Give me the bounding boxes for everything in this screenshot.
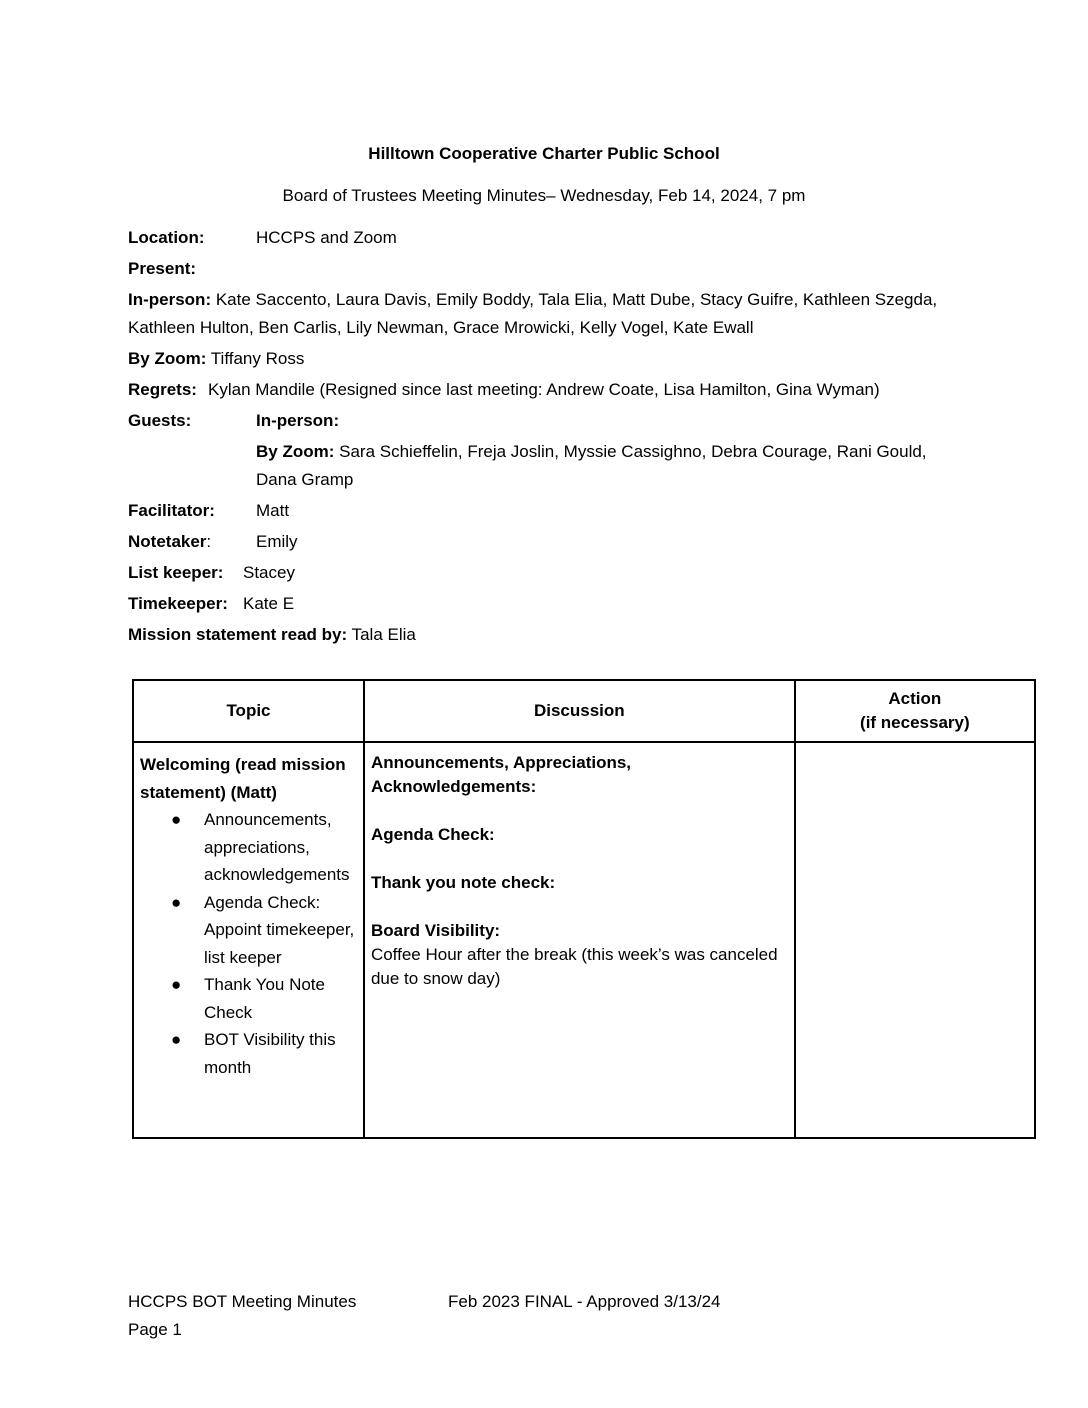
list-item bbox=[171, 1026, 357, 1081]
bullet-icon: ● bbox=[171, 892, 182, 912]
guests-zoom-names-cont: Dana Gramp bbox=[256, 470, 354, 489]
bullet-text: Thank You Note Check bbox=[204, 975, 325, 1022]
mission-label: Mission statement read by: bbox=[128, 625, 348, 644]
table-header-row bbox=[133, 680, 1035, 742]
footer-left: HCCPS BOT Meeting Minutes bbox=[128, 1292, 357, 1311]
header-action-label: Action bbox=[888, 689, 942, 708]
list-keeper-line bbox=[128, 559, 295, 587]
guests-zoom-line bbox=[256, 438, 927, 466]
regrets-value: Kylan Mandile (Resigned since last meeting: Andrew Coate, Lisa Hamilton, Gina Wyman) bbox=[208, 380, 880, 399]
timekeeper-label: Timekeeper: bbox=[128, 594, 228, 613]
notetaker-colon: : bbox=[206, 532, 212, 551]
list-keeper-value: Stacey bbox=[243, 563, 295, 582]
board-visibility-heading: Board Visibility: bbox=[370, 921, 501, 940]
announcements-heading: Announcements, Appreciations, Acknowledgements: bbox=[370, 753, 632, 796]
header-discussion: Discussion bbox=[364, 680, 795, 742]
agenda-check-heading: Agenda Check: bbox=[370, 825, 495, 844]
action-cell bbox=[795, 742, 1035, 1138]
location-value: HCCPS and Zoom bbox=[256, 228, 397, 247]
guests-label: Guests: bbox=[128, 411, 192, 430]
bullet-icon: ● bbox=[171, 1030, 182, 1049]
header-action bbox=[795, 680, 1035, 742]
mission-value: Tala Elia bbox=[347, 625, 416, 644]
by-zoom-label: By Zoom: bbox=[128, 349, 207, 368]
bullet-text: Agenda Check: Appoint timekeeper, list keeper bbox=[204, 892, 355, 967]
bullet-icon: ● bbox=[171, 975, 182, 994]
guests-zoom-label: By Zoom: bbox=[256, 442, 335, 461]
location-line bbox=[128, 224, 397, 252]
board-visibility-text: Coffee Hour after the break (this week’s was canceled due to snow day) bbox=[370, 945, 778, 988]
document-subtitle: Board of Trustees Meeting Minutes– Wednesday, Feb 14, 2024, 7 pm bbox=[282, 186, 806, 205]
notetaker-value: Emily bbox=[256, 532, 298, 551]
notetaker-label: Notetaker bbox=[128, 532, 207, 551]
list-item bbox=[171, 806, 357, 889]
by-zoom-line bbox=[128, 345, 304, 373]
in-person-label: In-person: bbox=[128, 290, 212, 309]
in-person-line bbox=[128, 286, 937, 314]
location-label: Location: bbox=[128, 228, 205, 247]
list-item bbox=[171, 889, 357, 972]
timekeeper-value: Kate E bbox=[243, 594, 295, 613]
in-person-attendees-cont: Kathleen Hulton, Ben Carlis, Lily Newman, Grace Mrowicki, Kelly Vogel, Kate Ewall bbox=[128, 318, 754, 337]
regrets-line bbox=[128, 376, 880, 404]
list-keeper-label: List keeper: bbox=[128, 563, 224, 582]
page-number: Page 1 bbox=[128, 1320, 182, 1339]
thank-you-heading: Thank you note check: bbox=[370, 873, 556, 892]
mission-line bbox=[128, 621, 416, 649]
topic-bullet-list bbox=[140, 806, 357, 1081]
guests-line bbox=[128, 407, 339, 435]
topic-cell bbox=[133, 742, 364, 1138]
in-person-attendees: Kate Saccento, Laura Davis, Emily Boddy, Tala Elia, Matt Dube, Stacy Guifre, Kathleen Szegda, bbox=[211, 290, 938, 309]
topic-title: Welcoming (read mission statement) (Matt) bbox=[140, 755, 346, 802]
footer-line bbox=[128, 1288, 721, 1316]
guests-in-person-label: In-person: bbox=[256, 411, 340, 430]
header-topic: Topic bbox=[133, 680, 364, 742]
bullet-text: BOT Visibility this month bbox=[204, 1030, 336, 1077]
facilitator-label: Facilitator: bbox=[128, 501, 215, 520]
timekeeper-line bbox=[128, 590, 294, 618]
notetaker-line bbox=[128, 528, 298, 556]
present-label: Present: bbox=[128, 259, 197, 278]
bullet-text: Announcements, appreciations, acknowledgements bbox=[204, 810, 350, 884]
document-title: Hilltown Cooperative Charter Public School bbox=[368, 144, 720, 163]
facilitator-value: Matt bbox=[256, 501, 290, 520]
facilitator-line bbox=[128, 497, 289, 525]
by-zoom-attendees: Tiffany Ross bbox=[206, 349, 305, 368]
footer-right: Feb 2023 FINAL - Approved 3/13/24 bbox=[448, 1292, 721, 1311]
discussion-cell bbox=[364, 742, 795, 1138]
minutes-table bbox=[132, 679, 1036, 1139]
bullet-icon: ● bbox=[171, 810, 182, 829]
header-action-note: (if necessary) bbox=[860, 713, 970, 732]
list-item bbox=[171, 971, 357, 1026]
guests-zoom-names: Sara Schieffelin, Freja Joslin, Myssie Cassighno, Debra Courage, Rani Gould, bbox=[334, 442, 927, 461]
regrets-label: Regrets: bbox=[128, 380, 197, 399]
table-row bbox=[133, 742, 1035, 1138]
